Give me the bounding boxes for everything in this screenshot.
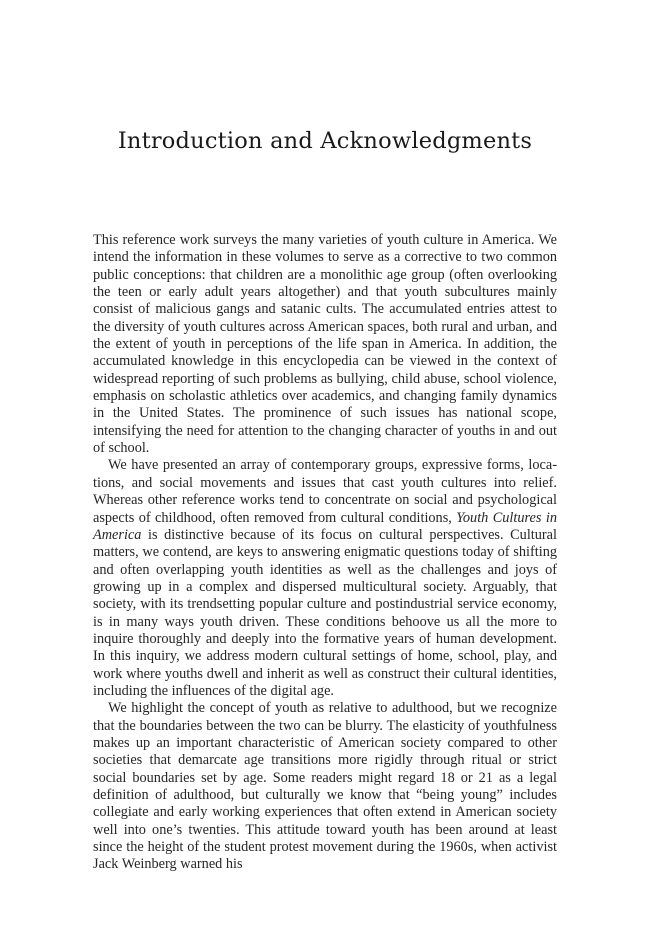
paragraph-1: This reference work surveys the many varieties of youth culture in America. We intend the information in these volumes to serve as a corrective to two common public conceptions: that children are a monolithic age group (often overlooking the teen or early adult years altogether) and that youth subcultures mainly consist of malicious gangs and satanic cults. The accumulated entries attest to the diversity of youth cultures across American spaces, both rural and urban, and the extent of youth in perceptions of the life span in America. In addition, the accumulated knowledge in this encyclopedia can be viewed in the context of widespread reporting of such problems as bullying, child abuse, school violence, emphasis on scholastic athletics over academics, and changing family dynamics in the United States. The prominence of such issues has national scope, intensifying the need for attention to the changing character of youths in and out of school. <box>93 232 557 457</box>
book-title-italic: Youth Cultures in America <box>93 509 557 543</box>
paragraph-2 <box>93 457 557 700</box>
paragraph-3: We highlight the concept of youth as relative to adulthood, but we recognize that the boundaries between the two can be blurry. The elasticity of youthfulness makes up an important characteristic of American society compared to other societies that demarcate age transitions more rigidly through ritual or strict social boundaries set by age. Some readers might regard 18 or 21 as a legal definition of adulthood, but culturally we know that “being young” includes collegiate and early working experiences that often extend in American society well into one’s twenties. This attitude toward youth has been around at least since the height of the student protest movement during the 1960s, when activist Jack Weinberg warned his <box>93 700 557 873</box>
paragraph-2-text-after: is distinctive because of its focus on cultural perspectives. Cultural matters, we contend, are keys to answering enigmatic questions today of shifting and often overlapping youth identities as well as the challenges and joys of growing up in a complex and dispersed multicultural society. Arguably, that society, with its trendsetting popular culture and postindustrial service economy, is in many ways youth driven. These conditions behoove us all the more to inquire thoroughly and deeply into the formative years of human development. In this inquiry, we address modern cultural settings of home, school, play, and work where youths dwell and inherit as well as construct their cultural identities, including the influences of the digital age. <box>93 526 557 699</box>
body-text <box>93 232 557 874</box>
chapter-title: Introduction and Acknowledgments <box>117 128 533 154</box>
paragraph-2-text-before: We have presented an array of contemporary groups, expressive forms, locations, and social movements and issues that cast youth cultures into relief. Whereas other reference works tend to concentrate on social and psychological aspects of childhood, often removed from cultural conditions, <box>93 457 557 526</box>
